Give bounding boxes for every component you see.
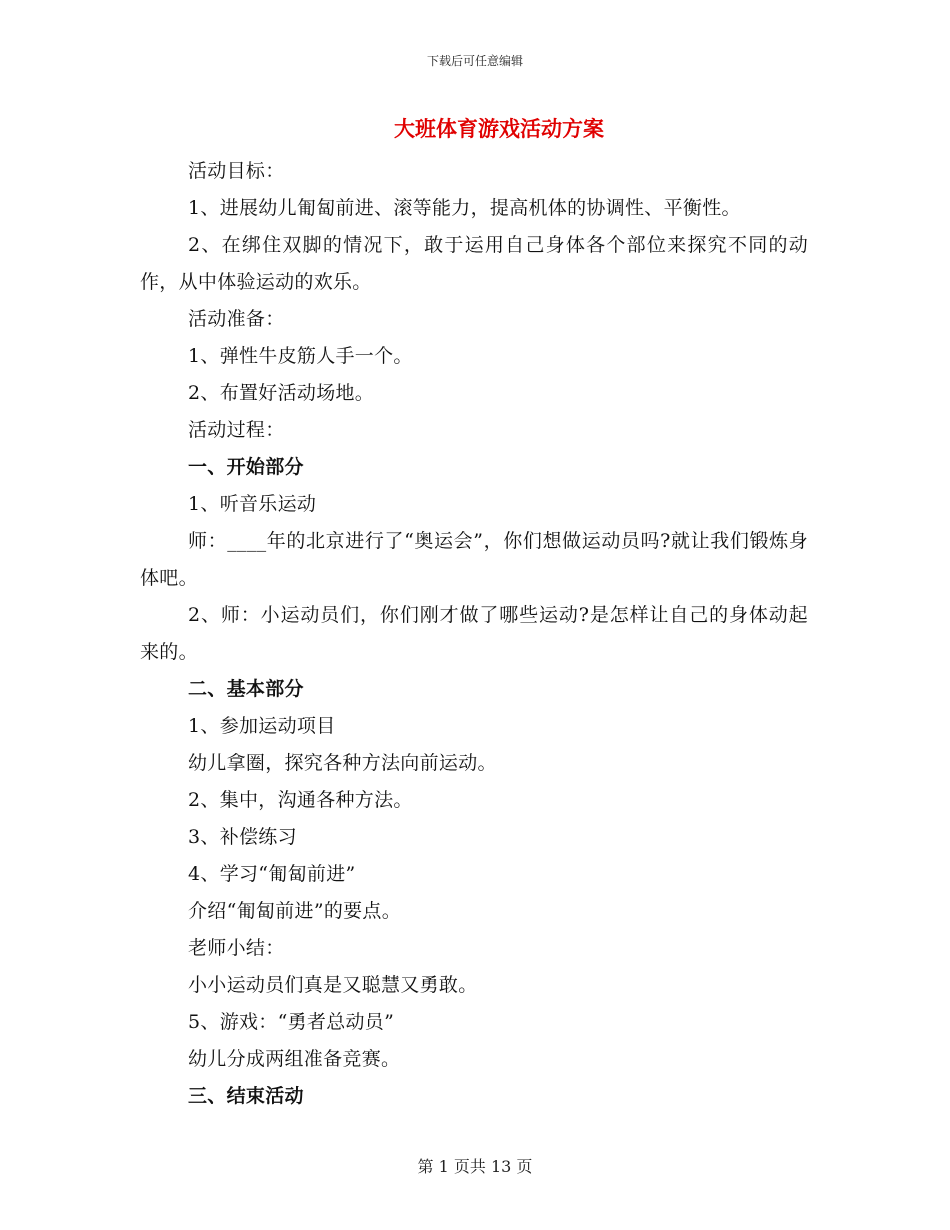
section-heading: 三、结束活动 [188, 1085, 304, 1107]
body-paragraph: 3、补偿练习 [188, 826, 297, 848]
body-paragraph: 活动过程： [188, 419, 285, 441]
section-heading: 二、基本部分 [188, 678, 304, 700]
body-paragraph: 活动目标： [188, 160, 285, 182]
section-heading: 一、开始部分 [188, 456, 304, 478]
body-paragraph: 5、游戏：“勇者总动员” [188, 1011, 395, 1033]
body-paragraph: 2、集中，沟通各种方法。 [188, 789, 413, 811]
body-paragraph: 1、弹性牛皮筋人手一个。 [188, 345, 413, 367]
body-paragraph: 1、进展幼儿匍匐前进、滚等能力，提高机体的协调性、平衡性。 [188, 197, 741, 219]
body-paragraph: 幼儿拿圈，探究各种方法向前运动。 [188, 752, 497, 774]
body-paragraph: 幼儿分成两组准备竞赛。 [188, 1048, 401, 1070]
page-footer: 第 1 页共 13 页 [417, 1157, 533, 1176]
body-paragraph: 活动准备： [188, 308, 285, 330]
body-paragraph: 1、参加运动项目 [188, 715, 336, 737]
page-header: 下载后可任意编辑 [426, 54, 523, 68]
body-paragraph: 2、师：小运动员们，你们刚才做了哪些运动?是怎样让自己的身体动起来的。 [140, 604, 808, 663]
document-title: 大班体育游戏活动方案 [394, 116, 604, 141]
body-paragraph: 介绍“匍匐前进”的要点。 [188, 900, 402, 922]
body-paragraph: 师：____年的北京进行了“奥运会”，你们想做运动员吗?就让我们锻炼身体吧。 [140, 530, 808, 589]
body-paragraph: 老师小结： [188, 937, 285, 959]
body-paragraph: 2、布置好活动场地。 [188, 382, 375, 404]
body-paragraph: 4、学习“匍匐前进” [188, 863, 356, 885]
body-paragraph: 小小运动员们真是又聪慧又勇敢。 [188, 974, 478, 996]
document-body [140, 153, 808, 1115]
body-paragraph: 1、听音乐运动 [188, 493, 317, 515]
body-paragraph: 2、在绑住双脚的情况下，敢于运用自己身体各个部位来探究不同的动作，从中体验运动的欢乐。 [140, 234, 808, 293]
